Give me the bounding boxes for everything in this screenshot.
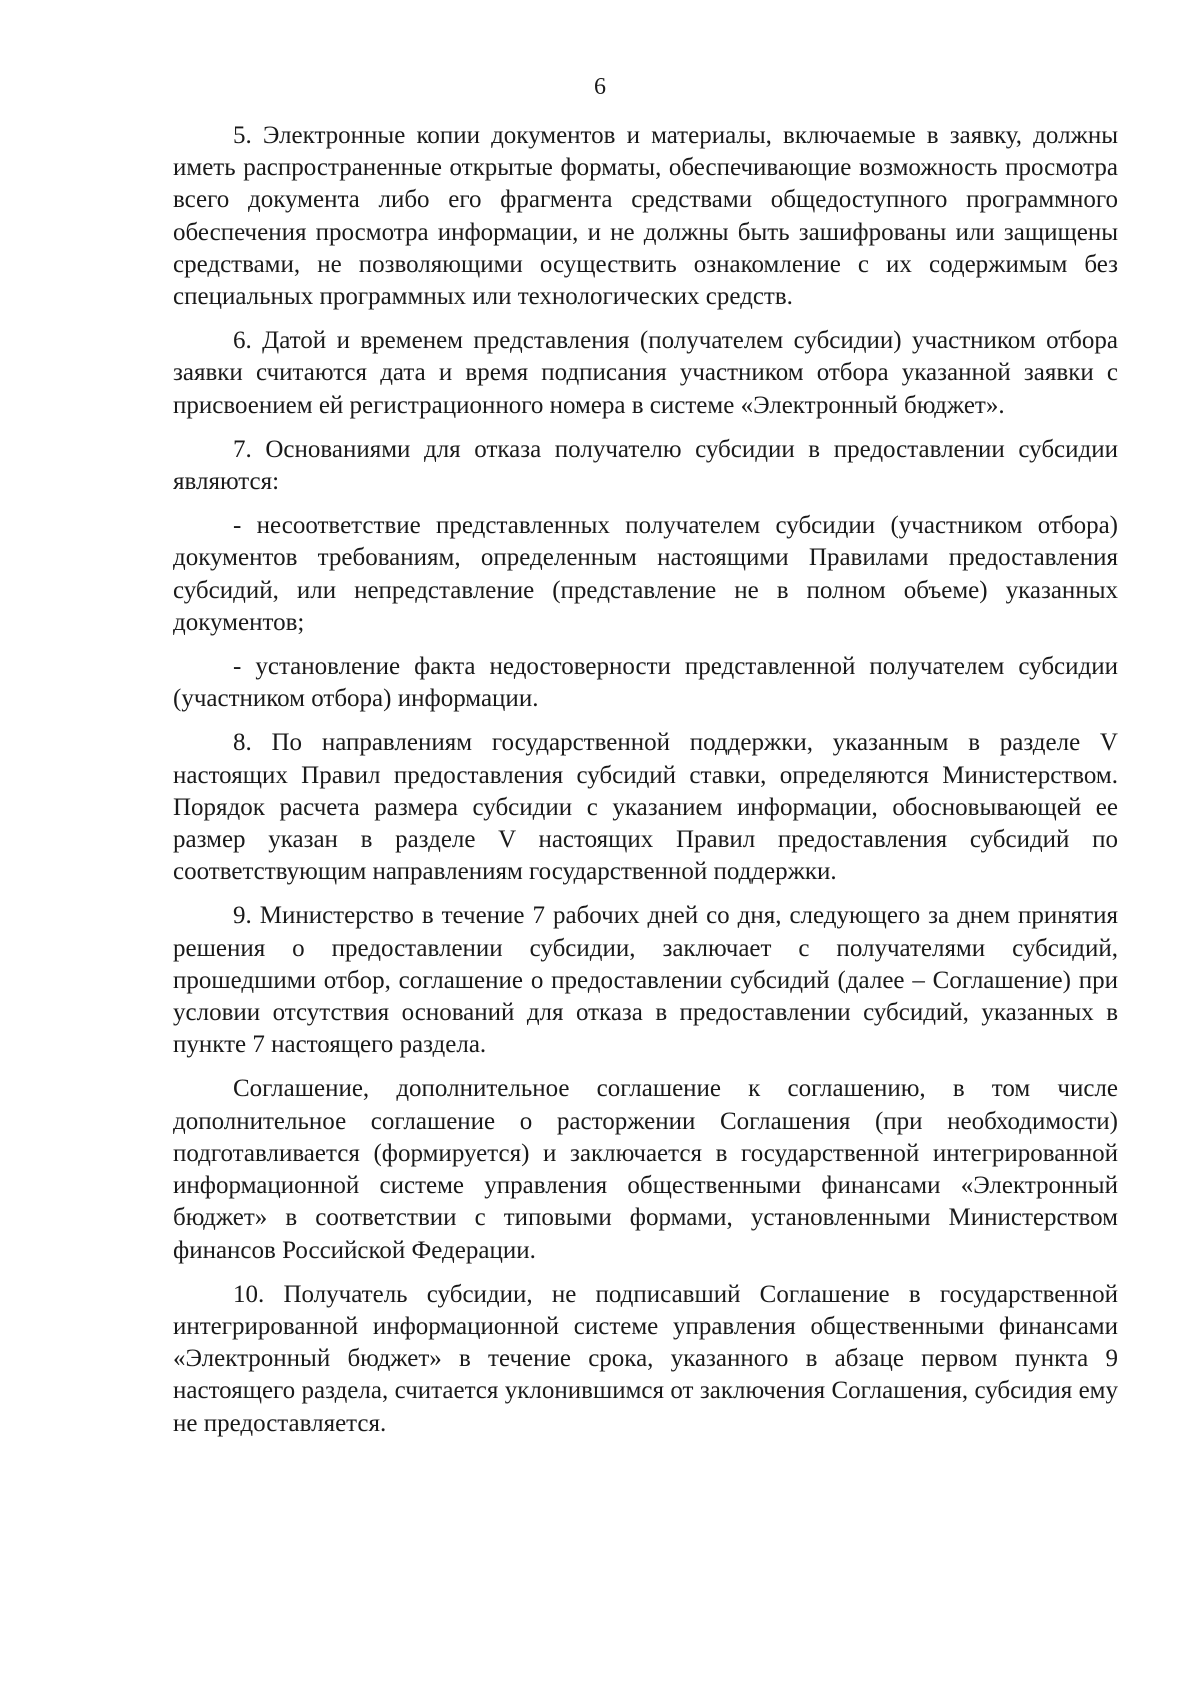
paragraph-7-item-2: - установление факта недостоверности представленной получателем субсидии (участником отбора) информации.	[173, 653, 1118, 713]
document-body	[173, 120, 1118, 1452]
paragraph-5: 5. Электронные копии документов и материалы, включаемые в заявку, должны иметь распространенные открытые форматы, обеспечивающие возможность просмотра всего документа либо его фрагмента средствами общедоступного программного обеспечения просмотра информации, и не должны быть зашифрованы или защищены средствами, не позволяющими осуществить ознакомление с их содержимым без специальных программных или технологических средств.	[173, 122, 1118, 311]
paragraph-7-item-1: - несоответствие представленных получателем субсидии (участником отбора) документов требованиям, определенным настоящими Правилами предоставления субсидий, или непредставление (представление не в полном объеме) указанных документов;	[173, 512, 1118, 636]
page-number: 6	[594, 74, 606, 100]
paragraph-8: 8. По направлениям государственной поддержки, указанным в разделе V настоящих Правил предоставления субсидий ставки, определяются Министерством. Порядок расчета размера субсидии с указанием информации, обосновывающей ее размер указан в разделе V настоящих Правил предоставления субсидий по соответствующим направлениям государственной поддержки.	[173, 729, 1118, 886]
paragraph-7: 7. Основаниями для отказа получателю субсидии в предоставлении субсидии являются:	[173, 435, 1118, 496]
paragraph-6: 6. Датой и временем представления (получателем субсидии) участником отбора заявки считаются дата и время подписания участником отбора указанной заявки с присвоением ей регистрационного номера в системе «Электронный бюджет».	[173, 327, 1118, 419]
paragraph-10: 10. Получатель субсидии, не подписавший Соглашение в государственной интегрированной информационной системе управления общественными финансами «Электронный бюджет» в течение срока, указанного в абзаце первом пункта 9 настоящего раздела, считается уклонившимся от заключения Соглашения, субсидия ему не предоставляется.	[173, 1280, 1118, 1437]
paragraph-9-agreement: Соглашение, дополнительное соглашение к соглашению, в том числе дополнительное соглашение о расторжении Соглашения (при необходимости) подготавливается (формируется) и заключается в государственной интегрированной информационной системе управления общественными финансами «Электронный бюджет» в соответствии с типовыми формами, установленными Министерством финансов Российской Федерации.	[173, 1075, 1118, 1264]
paragraph-9: 9. Министерство в течение 7 рабочих дней со дня, следующего за днем принятия решения о предоставлении субсидии, заключает с получателями субсидий, прошедшими отбор, соглашение о предоставлении субсидий (далее – Соглашение) при условии отсутствия оснований для отказа в предоставлении субсидий, указанных в пункте 7 настоящего раздела.	[173, 902, 1118, 1059]
